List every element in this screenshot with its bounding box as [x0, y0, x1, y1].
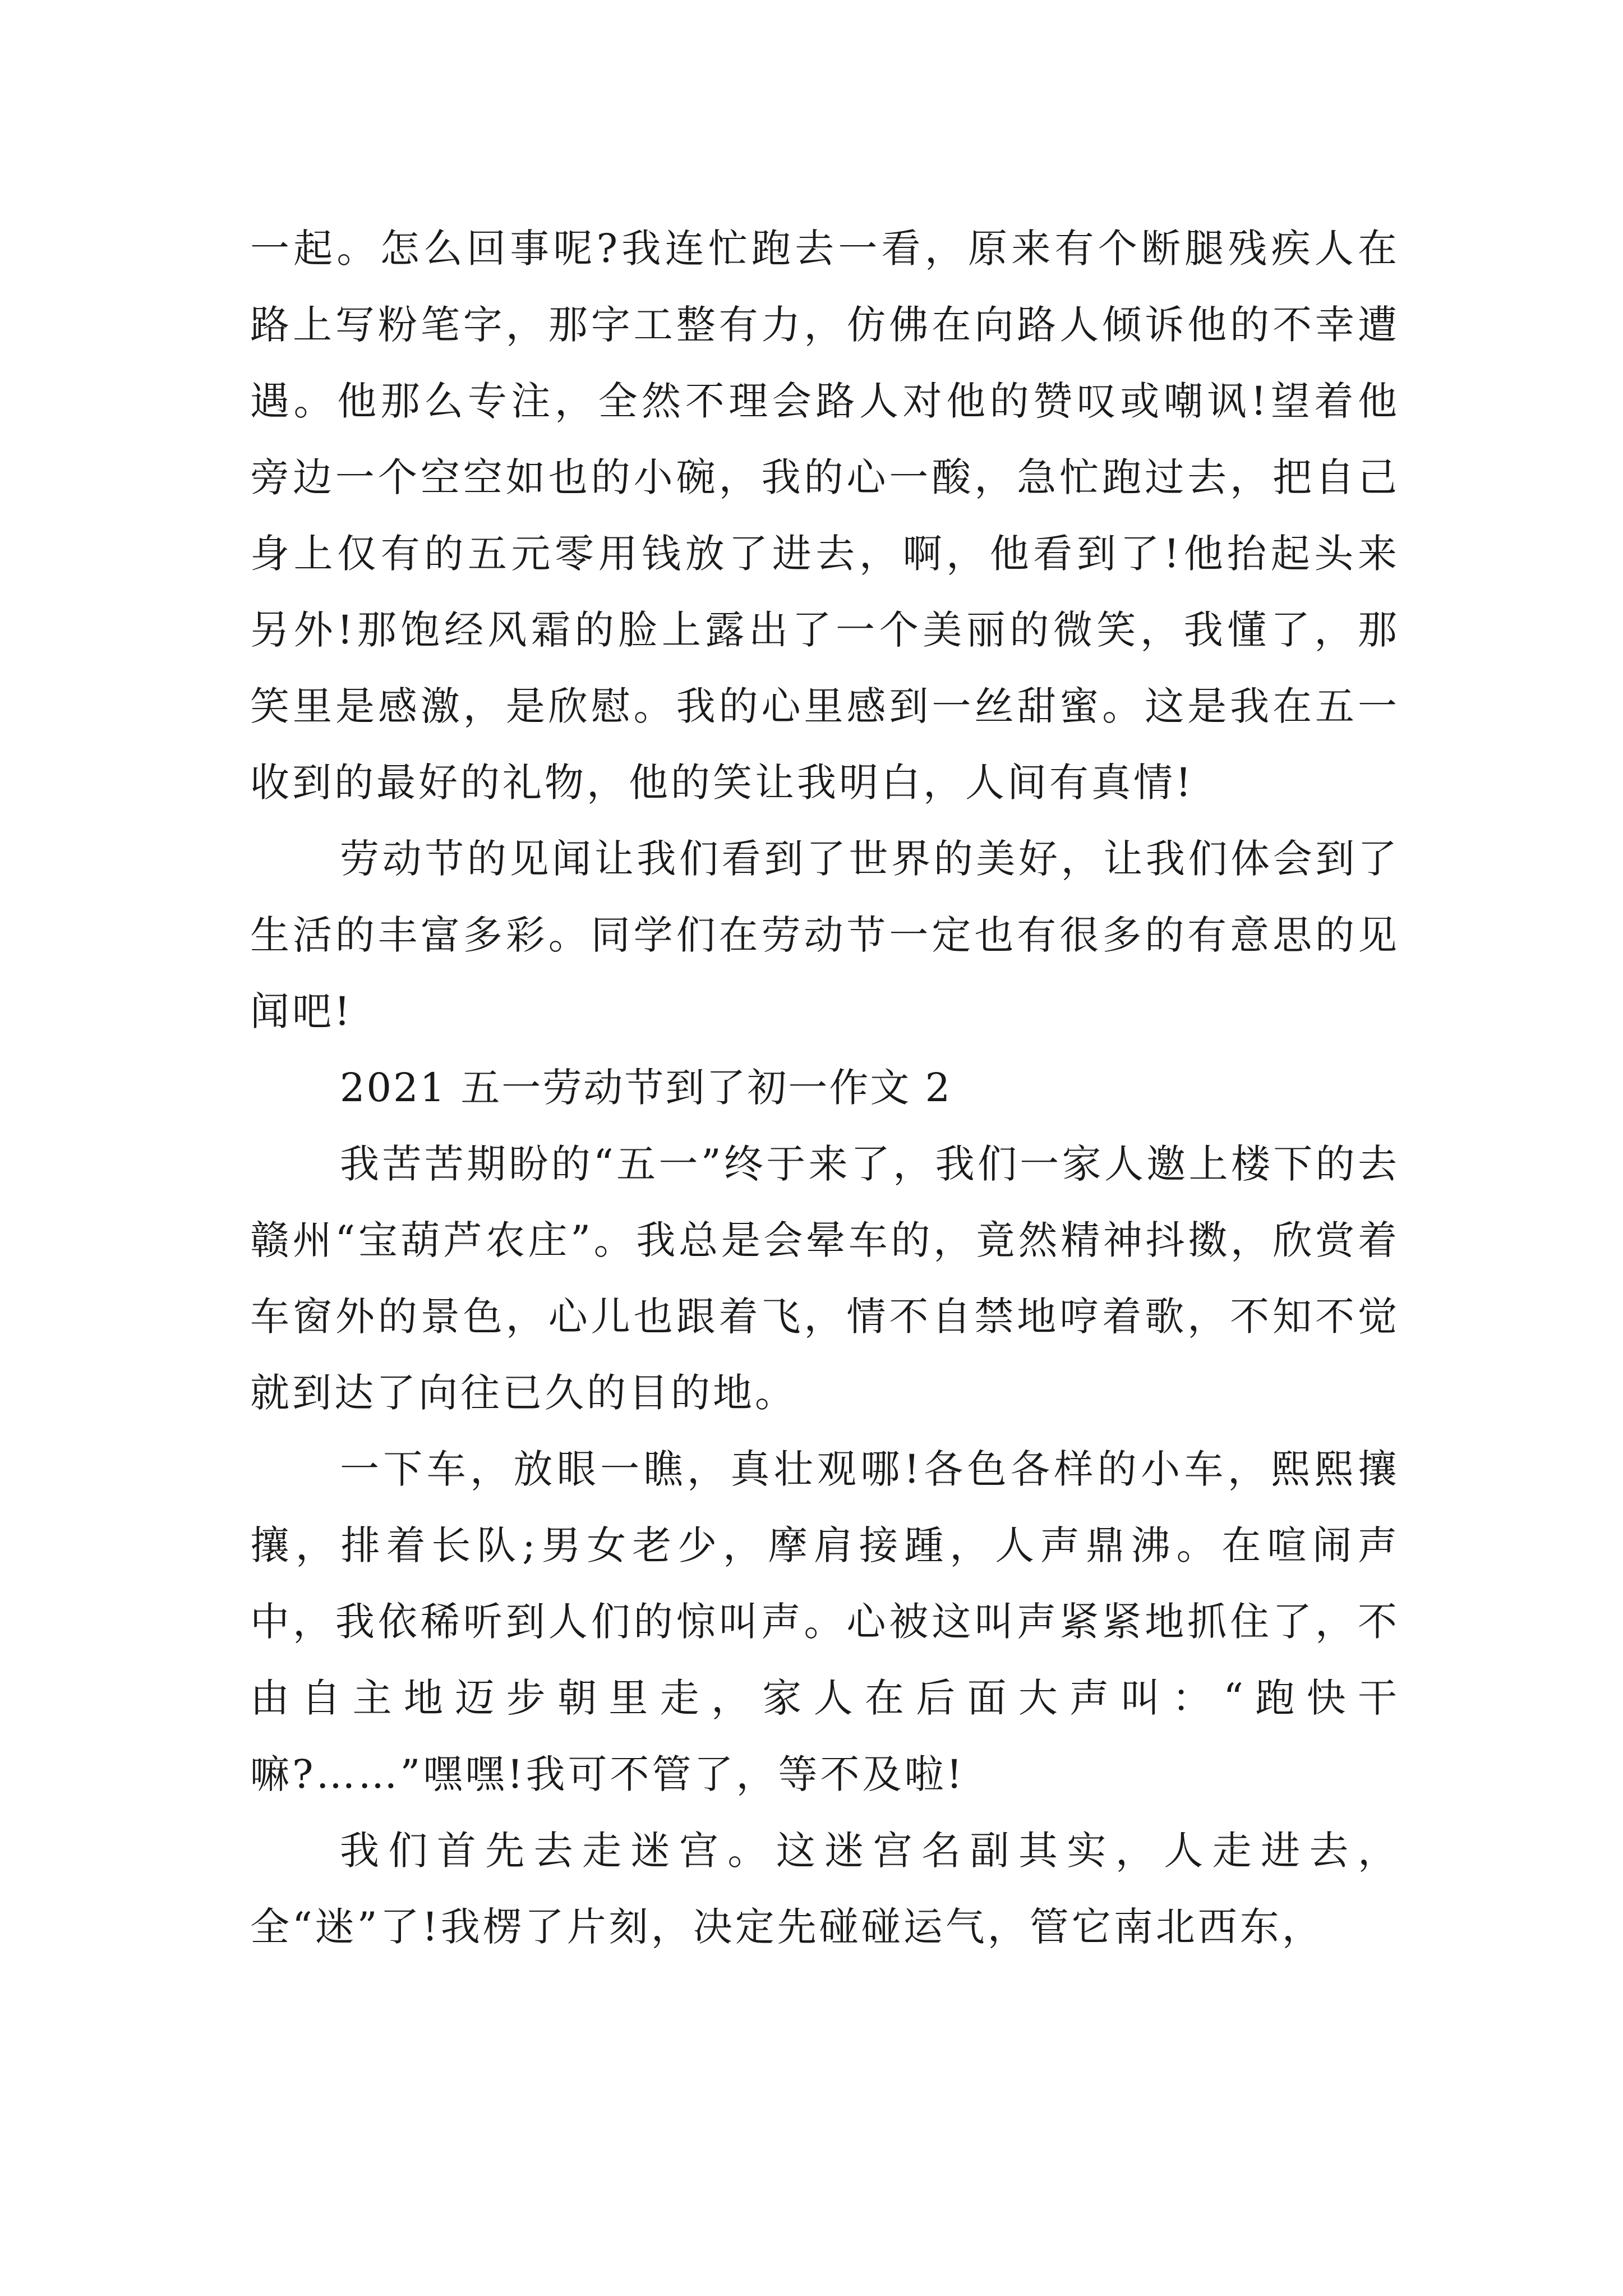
paragraph-1: 一起。怎么回事呢?我连忙跑去一看，原来有个断腿残疾人在路上写粉笔字，那字工整有力，仿佛在向路人倾诉他的不幸遭遇。他那么专注，全然不理会路人对他的赞叹或嘲讽!望着他旁边一个空空如也的小碗，我的心一酸，急忙跑过去，把自己身上仅有的五元零用钱放了进去，啊，他看到了!他抬起头来另外!那饱经风霜的脸上露出了一个美丽的微笑，我懂了，那笑里是感激，是欣慰。我的心里感到一丝甜蜜。这是我在五一收到的最好的礼物，他的笑让我明白，人间有真情! — [250, 226, 1400, 806]
paragraph-2: 劳动节的见闻让我们看到了世界的美好，让我们体会到了生活的丰富多彩。同学们在劳动节一定也有很多的有意思的见闻吧! — [250, 836, 1400, 1034]
paragraph-5: 我们首先去走迷宫。这迷宫名副其实，人走进去，全“迷”了!我楞了片刻，决定先碰碰运气，管它南北西东， — [250, 1828, 1400, 1950]
paragraph-3: 我苦苦期盼的“五一”终于来了，我们一家人邀上楼下的去赣州“宝葫芦农庄”。我总是会晕车的，竟然精神抖擞，欣赏着车窗外的景色，心儿也跟着飞，情不自禁地哼着歌，不知不觉就到达了向往已久的目的地。 — [250, 1141, 1400, 1416]
essay-heading: 2021 五一劳动节到了初一作文 2 — [340, 1065, 952, 1111]
paragraph-4: 一下车，放眼一瞧，真壮观哪!各色各样的小车，熙熙攘攘，排着长队;男女老少，摩肩接踵，人声鼎沸。在喧闹声中，我依稀听到人们的惊叫声。心被这叫声紧紧地抓住了，不由自主地迈步朝里走，家人在后面大声叫：“跑快干嘛?……”嘿嘿!我可不管了，等不及啦! — [250, 1446, 1400, 1797]
document-body — [250, 210, 1400, 1965]
